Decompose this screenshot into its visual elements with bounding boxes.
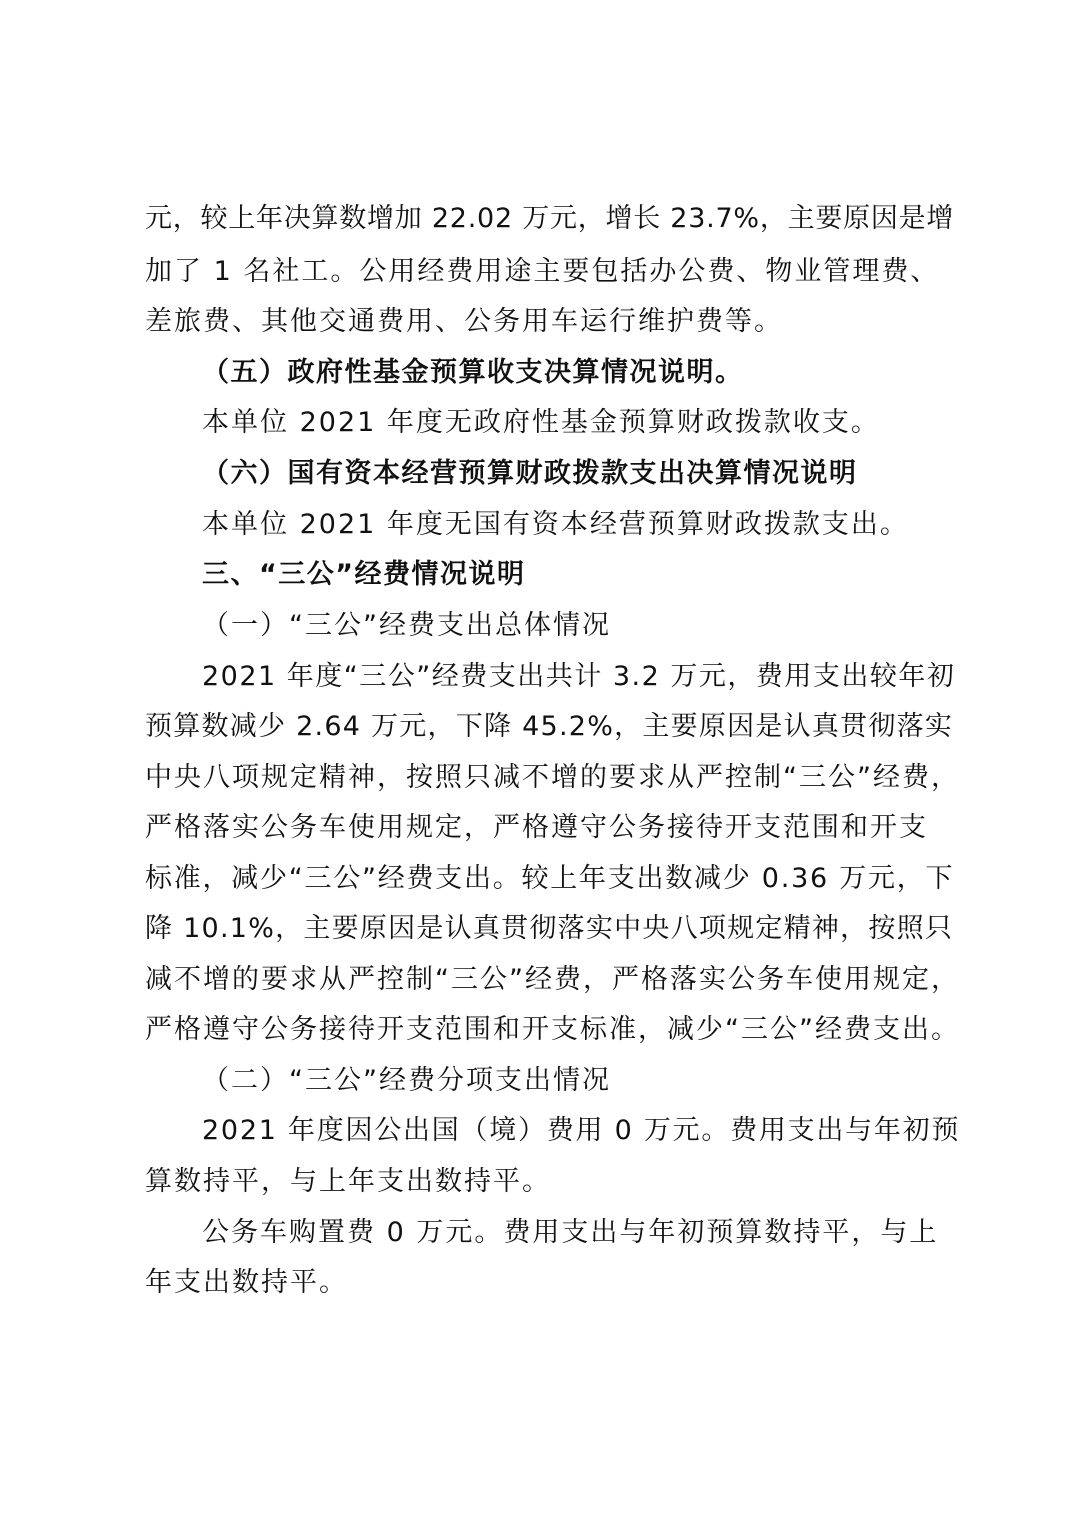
text-line: 中央八项规定精神，按照只减不增的要求从严控制“三公”经费， [145, 762, 960, 793]
text-line: 本单位 2021 年度无国有资本经营预算财政拨款支出。 [202, 509, 909, 540]
section-heading: 三、“三公”经费情况说明 [202, 559, 526, 590]
text-line: 严格遵守公务接待开支范围和开支标准，减少“三公”经费支出。 [145, 1014, 960, 1045]
text-line: 减不增的要求从严控制“三公”经费，严格落实公务车使用规定， [145, 964, 960, 995]
section-heading: （六）国有资本经营预算财政拨款支出决算情况说明 [202, 458, 858, 489]
text-line: 严格落实公务车使用规定，严格遵守公务接待开支范围和开支 [145, 812, 928, 843]
subsection-heading: （一）“三公”经费支出总体情况 [202, 610, 611, 641]
text-line: 2021 年度因公出国（境）费用 0 万元。费用支出与年初预 [202, 1115, 961, 1146]
text-line: 差旅费、其他交通费用、公务用车运行维护费等。 [145, 306, 783, 337]
text-line: 降 10.1%，主要原因是认真贯彻落实中央八项规定精神，按照只 [145, 913, 954, 944]
text-line: 年支出数持平。 [145, 1267, 348, 1298]
text-line: 元，较上年决算数增加 22.02 万元，增长 23.7%，主要原因是增 [145, 203, 955, 234]
text-line: 公务车购置费 0 万元。费用支出与年初预算数持平，与上 [202, 1217, 939, 1248]
text-line: 算数持平，与上年支出数持平。 [145, 1166, 551, 1197]
text-line: 标准，减少“三公”经费支出。较上年支出数减少 0.36 万元，下 [145, 863, 955, 894]
text-line: 加了 1 名社工。公用经费用途主要包括办公费、物业管理费、 [145, 256, 940, 287]
subsection-heading: （二）“三公”经费分项支出情况 [202, 1065, 611, 1096]
text-line: 本单位 2021 年度无政府性基金预算财政拨款收支。 [202, 407, 880, 438]
text-line: 预算数减少 2.64 万元，下降 45.2%，主要原因是认真贯彻落实 [145, 711, 954, 742]
text-line: 2021 年度“三公”经费支出共计 3.2 万元，费用支出较年初 [202, 661, 956, 692]
section-heading: （五）政府性基金预算收支决算情况说明。 [202, 357, 744, 388]
